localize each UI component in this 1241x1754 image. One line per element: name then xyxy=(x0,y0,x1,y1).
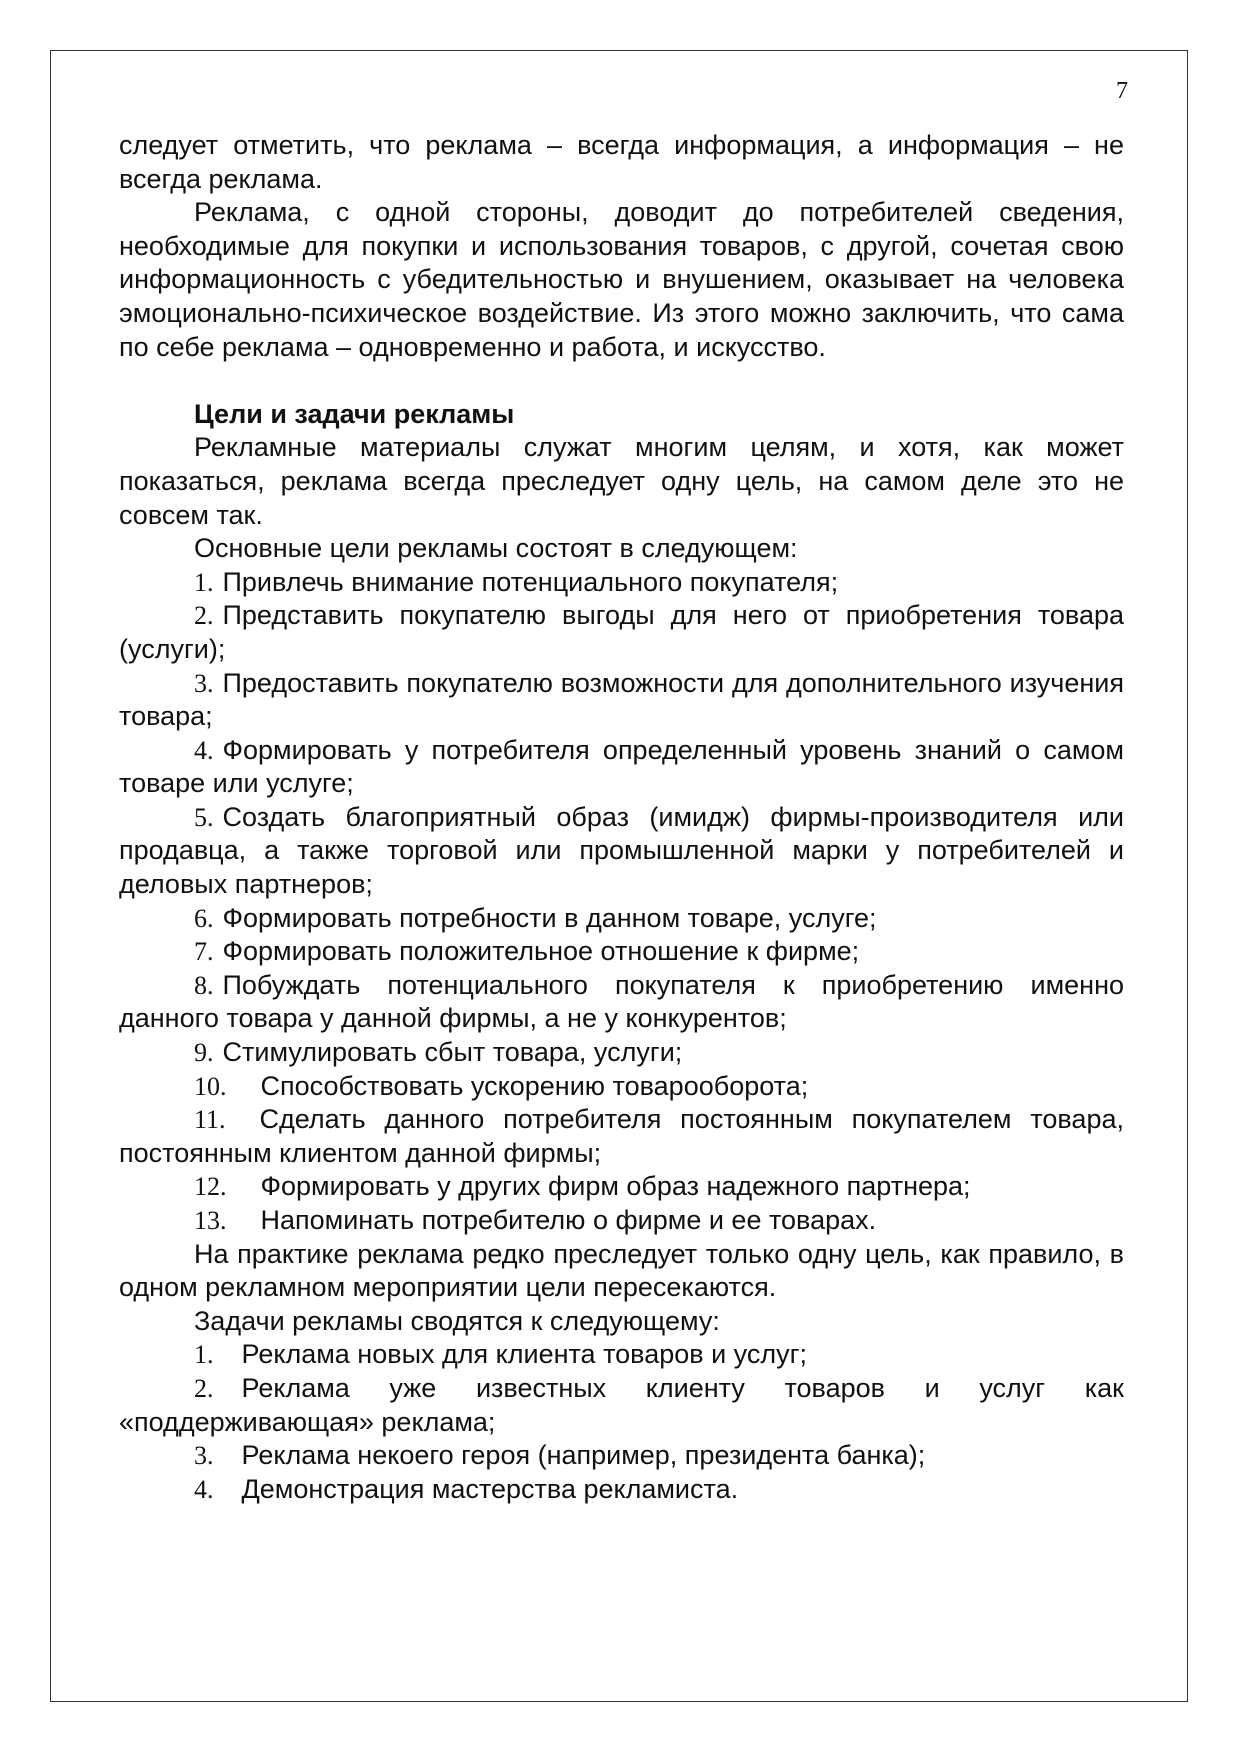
goal-item xyxy=(119,1170,1124,1204)
goal-item xyxy=(119,1103,1124,1170)
task-number: 3. xyxy=(194,1441,214,1471)
goal-item xyxy=(119,734,1124,801)
goal-item xyxy=(119,566,1124,600)
goal-text: Стимулировать сбыт товара, услуги; xyxy=(222,1037,683,1068)
goal-item xyxy=(119,1036,1124,1070)
goal-number: 7. xyxy=(194,937,214,967)
task-number: 1. xyxy=(194,1340,214,1370)
goal-number: 10. xyxy=(194,1071,227,1101)
goals-list xyxy=(119,566,1124,1238)
task-item xyxy=(119,1338,1124,1372)
task-text: Реклама новых для клиента товаров и услуг; xyxy=(241,1339,807,1370)
goal-number: 11. xyxy=(194,1105,226,1135)
goal-text: Формировать положительное отношение к фирме; xyxy=(222,936,860,967)
goal-number: 9. xyxy=(194,1038,214,1068)
task-text: Демонстрация мастерства рекламиста. xyxy=(241,1473,739,1504)
goal-item xyxy=(119,969,1124,1036)
goals-intro: Основные цели рекламы состоят в следующем: xyxy=(194,533,798,564)
tasks-intro: Задачи рекламы сводятся к следующему: xyxy=(194,1305,720,1336)
goal-text: Напоминать потребителю о фирме и ее товарах. xyxy=(260,1205,877,1235)
task-number: 4. xyxy=(194,1474,214,1504)
goal-number: 12. xyxy=(194,1172,227,1202)
goal-text: Формировать у потребителя определенный уровень знаний о самом товаре или услуге; xyxy=(119,734,1124,799)
goal-text: Привлечь внимание потенциального покупателя; xyxy=(222,566,839,597)
goal-number: 8. xyxy=(194,970,214,1000)
goal-text: Формировать у других фирм образ надежного партнера; xyxy=(260,1171,971,1202)
goal-item xyxy=(119,1204,1124,1238)
goal-item xyxy=(119,902,1124,936)
task-item xyxy=(119,1439,1124,1473)
section-spacer xyxy=(119,364,1124,398)
task-number: 2. xyxy=(194,1373,214,1403)
document-body xyxy=(119,129,1124,1506)
goal-text: Представить покупателю выгоды для него от приобретения товара (услуги); xyxy=(119,600,1124,664)
goal-text: Сделать данного потребителя постоянным покупателем товара, постоянным клиентом данной фирмы; xyxy=(119,1104,1124,1168)
goal-number: 13. xyxy=(194,1206,227,1235)
task-item xyxy=(119,1372,1124,1439)
task-text: Реклама уже известных клиенту товаров и услуг как «поддерживающая» реклама; xyxy=(119,1372,1124,1437)
task-item xyxy=(119,1473,1124,1507)
goal-number: 4. xyxy=(194,735,214,765)
task-text: Реклама некоего героя (например, президента банка); xyxy=(241,1440,926,1471)
goal-text: Способствовать ускорению товарооборота; xyxy=(260,1070,809,1101)
goal-number: 5. xyxy=(194,802,214,832)
section-heading: Цели и задачи рекламы xyxy=(194,398,515,429)
goal-item xyxy=(119,935,1124,969)
goal-item xyxy=(119,667,1124,734)
goal-item xyxy=(119,801,1124,902)
goal-text: Предоставить покупателю возможности для дополнительного изучения товара; xyxy=(119,667,1124,732)
goal-text: Формировать потребности в данном товаре, услуге; xyxy=(222,902,877,933)
section-paragraph-1: Рекламные материалы служат многим целям, и хотя, как может показаться, реклама всегда преследует одну цель, на самом деле это не совсем так. xyxy=(119,432,1124,530)
goal-number: 2. xyxy=(194,601,214,631)
goal-number: 1. xyxy=(194,567,214,597)
goal-item xyxy=(119,599,1124,666)
intro-paragraph-1: следует отметить, что реклама – всегда информация, а информация – не всегда реклама. xyxy=(119,130,1124,194)
intro-paragraph-2: Реклама, с одной стороны, доводит до потребителей сведения, необходимые для покупки и использования товаров, с другой, сочетая свою информационность с убедительностью и внушением, оказывает на человека эмоционально-психическое воздействие. Из этого можно заключить, что сама по себе реклама – одновременно и работа, и искусство. xyxy=(119,197,1124,362)
goal-item xyxy=(119,1070,1124,1104)
tasks-list xyxy=(119,1338,1124,1506)
page-number: 7 xyxy=(1116,78,1128,104)
goal-number: 3. xyxy=(194,668,214,698)
section-paragraph-3: На практике реклама редко преследует только одну цель, как правило, в одном рекламном мероприятии цели пересекаются. xyxy=(119,1238,1124,1303)
goal-text: Создать благоприятный образ (имидж) фирмы-производителя или продавца, а также торговой или промышленной марки у потребителей и деловых партнеров; xyxy=(119,801,1124,900)
goal-text: Побуждать потенциального покупателя к приобретению именно данного товара у данной фирмы, а не у конкурентов; xyxy=(119,969,1124,1034)
goal-number: 6. xyxy=(194,903,214,933)
